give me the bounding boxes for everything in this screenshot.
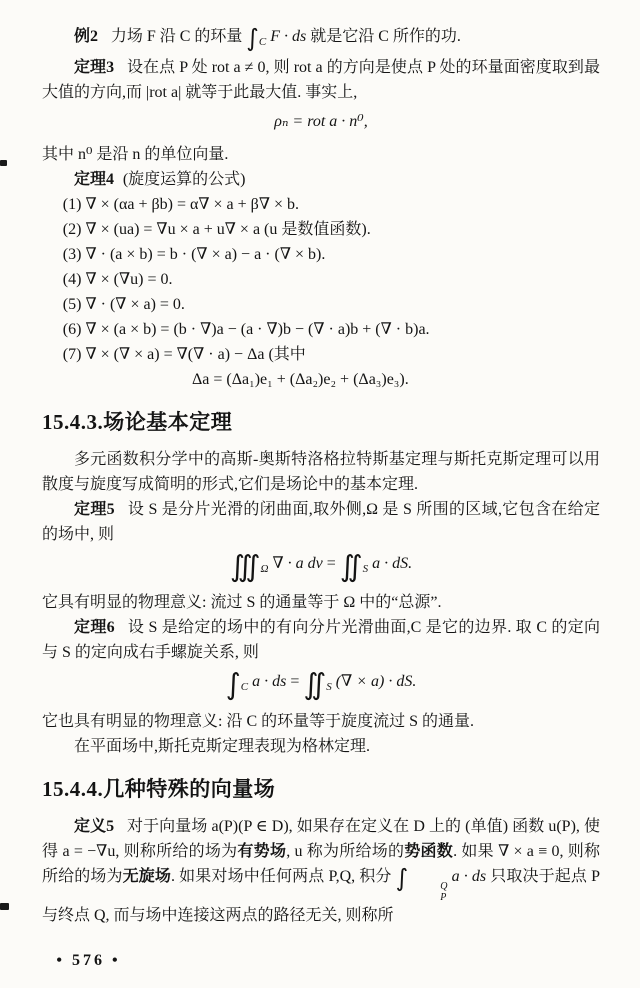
integral-body: F · ds <box>270 28 307 45</box>
formula-rho-text: ρₙ = rot a · n⁰, <box>274 113 368 131</box>
formula-circulation-density <box>42 109 600 134</box>
paragraph-example-2 <box>42 24 600 55</box>
section-title: 几种特殊的向量场 <box>103 776 276 801</box>
integral-sign: ∫ <box>225 667 241 702</box>
integral-sign: ∫ <box>246 24 259 52</box>
theorem-4-label: 定理4 <box>74 171 115 189</box>
theorem-3-note-text: 其中 n⁰ 是沿 n 的单位向量. <box>42 146 229 164</box>
section-heading-15-4-4 <box>42 776 600 803</box>
integral-limits <box>408 881 447 903</box>
theorem-3-label: 定理3 <box>74 59 115 77</box>
curl-flux-integrand: (∇ × a) · dS. <box>335 673 417 691</box>
paragraph-theorem-5-meaning: 它具有明显的物理意义: 流过 S 的通量等于 Ω 中的“总源”. <box>42 594 442 612</box>
definition-5-text-4: . 如果对场中任何两点 P,Q, 积分 <box>171 867 392 885</box>
definition-5-label: 定义5 <box>74 817 115 835</box>
double-integral-sign: ∬ <box>339 549 363 584</box>
surface-integral <box>303 667 332 702</box>
section-number: 15.4.3. <box>42 410 104 435</box>
curl-formula-item-6: (6) ∇ × (a × b) = (b · ∇)a − (a · ∇)b − (∇ · a)b + (∇ · b)a. <box>62 321 430 339</box>
double-integral-subscript: S <box>326 681 332 694</box>
theorem-3-text: 设在点 P 处 rot a ≠ 0, 则 rot a 的方向是使点 P 处的环量面密度取到最大值的方向,而 |rot a| 就等于此最大值. 事实上, <box>42 59 600 102</box>
formula-stokes <box>42 669 600 700</box>
curl-formula-item-5: (5) ∇ · (∇ × a) = 0. <box>62 296 185 314</box>
theorem-4-title: (旋度运算的公式) <box>122 171 246 189</box>
curl-formula-item-3: (3) ∇ · (a × b) = b · (∇ × a) − a · (∇ × b). <box>62 246 326 264</box>
triple-integral-subscript: Ω <box>260 563 269 576</box>
line-integral-c <box>246 24 267 52</box>
surface-integral <box>339 549 369 584</box>
paragraph-definition-5 <box>42 814 600 928</box>
paragraph-theorem-4 <box>42 167 600 192</box>
curl-formula-item-4: (4) ∇ × (∇u) = 0. <box>62 271 173 289</box>
example-2-text-pre: 力场 F 沿 C 的环量 <box>110 28 243 45</box>
section-title: 场论基本定理 <box>103 410 233 435</box>
theorem-5-label: 定理5 <box>74 501 115 519</box>
curl-formula-item-1: (1) ∇ × (αa + βb) = α∇ × a + β∇ × b. <box>62 196 300 214</box>
definition-5-text-2: , u 称为所给场的 <box>286 842 405 860</box>
contour-integral <box>225 667 249 702</box>
integral-sign: ∫ <box>395 863 409 892</box>
curl-formula-item-2: (2) ∇ × (ua) = ∇u × a + u∇ × a (u 是数值函数). <box>62 221 371 239</box>
paragraph-theorem-5 <box>42 497 600 547</box>
definition-5-text-3: . 如果 ∇ × a ≡ 0, 则称所给的场为 <box>42 842 600 885</box>
equals-sign: = <box>290 673 300 691</box>
paragraph-green-theorem-note: 在平面场中,斯托克斯定理表现为格林定理. <box>74 737 371 755</box>
integral-body: a · ds <box>451 867 487 885</box>
section-number: 15.4.4. <box>42 776 104 801</box>
term-potential-function: 势函数 <box>404 842 454 860</box>
volume-integral <box>229 549 269 584</box>
double-integral-subscript: S <box>362 563 369 576</box>
paragraph-theorem-6-meaning: 它也具有明显的物理意义: 沿 C 的环量等于旋度流过 S 的通量. <box>42 712 475 730</box>
divergence-integrand: ∇ · a dv <box>272 555 323 573</box>
paragraph-theorem-6 <box>42 615 600 665</box>
path-integral-p-q <box>395 863 448 903</box>
term-potential-field: 有势场 <box>237 842 287 860</box>
section-heading-15-4-3 <box>42 409 600 436</box>
integral-subscript: C <box>258 36 267 49</box>
circulation-integrand: a · ds <box>252 673 287 691</box>
laplacian-expansion-line: Δa = (Δa₁)e₁ + (Δa₂)e₂ + (Δa₃)e₃). <box>192 371 409 389</box>
curl-formula-item-7: (7) ∇ × (∇ × a) = ∇(∇ · a) − Δa (其中 <box>62 346 306 364</box>
definition-5-text-1: 对于向量场 a(P)(P ∈ D), 如果存在定义在 D 上的 (单值) 函数 u(P), 使得 a = −∇u, 则称所给的场为 <box>42 817 600 860</box>
paragraph-theorem-3 <box>42 55 600 105</box>
theorem-6-text: 设 S 是给定的场中的有向分片光滑曲面,C 是它的边界. 取 C 的定向与 S 的定向成右手螺旋关系, 则 <box>42 619 600 662</box>
theorem-6-label: 定理6 <box>74 619 115 637</box>
paragraph-theorem-3-note <box>42 142 600 167</box>
triple-integral-sign: ∭ <box>229 549 261 584</box>
definition-5-text-5: 只取决于起点 P 与终点 Q, 而与场中连接这两点的路径无关, 则称所 <box>42 867 601 924</box>
term-irrotational-field: 无旋场 <box>122 867 172 885</box>
example-2-text-post: 就是它沿 C 所作的功. <box>310 28 461 45</box>
integral-upper-limit: Q <box>440 880 448 892</box>
theorem-5-text: 设 S 是分片光滑的闭曲面,取外侧,Ω 是 S 所围的区域,它包含在给定的场中, 则 <box>42 501 600 544</box>
scan-artifact <box>0 160 7 166</box>
integral-lower-limit: P <box>440 891 447 903</box>
formula-gauss-ostrogradsky <box>42 551 600 582</box>
page-number: • 576 • <box>56 951 121 969</box>
integral-subscript: C <box>240 681 249 694</box>
flux-integrand: a · dS. <box>372 555 413 573</box>
paragraph-section-543-intro: 多元函数积分学中的高斯-奥斯特洛格拉特斯基定理与斯托克斯定理可以用散度与旋度写成简明的形式,它们是场论中的基本定理. <box>42 451 600 494</box>
double-integral-sign: ∬ <box>303 667 327 702</box>
scan-artifact <box>0 903 9 910</box>
equals-sign: = <box>326 555 336 573</box>
example-2-label: 例2 <box>74 28 99 45</box>
